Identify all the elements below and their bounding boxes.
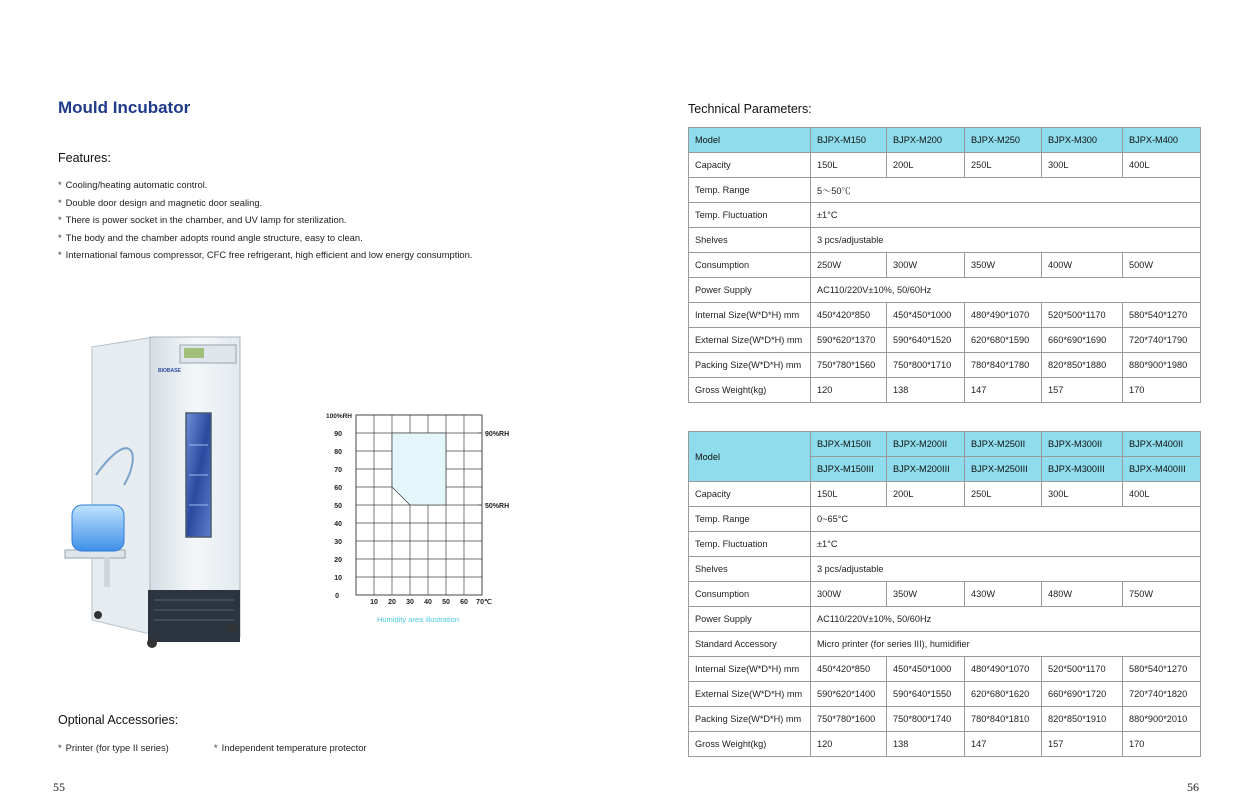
table-cell: ±1°C: [811, 203, 1201, 228]
header-cell: BJPX-M300III: [1042, 457, 1123, 482]
table-cell: 750*800*1740: [887, 707, 965, 732]
table-cell: 300W: [811, 582, 887, 607]
right-label: 90%RH: [485, 431, 510, 438]
bullet-icon: *: [58, 249, 62, 261]
table-cell: AC110/220V±10%, 50/60Hz: [811, 278, 1201, 303]
table-cell: 590*640*1520: [887, 328, 965, 353]
table-cell: 820*850*1880: [1042, 353, 1123, 378]
y-tick: 80: [334, 449, 342, 456]
table-cell: 580*540*1270: [1123, 303, 1201, 328]
table-cell: 450*420*850: [811, 303, 887, 328]
table-row: [689, 228, 1201, 253]
row-label: Temp. Fluctuation: [689, 532, 811, 557]
table-cell: 520*500*1170: [1042, 657, 1123, 682]
table-cell: 138: [887, 378, 965, 403]
table-cell: 590*640*1550: [887, 682, 965, 707]
table-cell: ±1°C: [811, 532, 1201, 557]
y-tick: 70: [334, 467, 342, 474]
table-row: [689, 607, 1201, 632]
incubator-product-image: [62, 335, 242, 655]
y-tick: 0: [335, 593, 339, 600]
spec-table-series-ii-iii: [688, 431, 1201, 757]
table-cell: 250W: [811, 253, 887, 278]
header-cell: BJPX-M250: [965, 128, 1042, 153]
table-cell: 880*900*1980: [1123, 353, 1201, 378]
spec-table-standard: [688, 127, 1201, 403]
table-cell: 350W: [887, 582, 965, 607]
header-cell: BJPX-M150III: [811, 457, 887, 482]
row-label: Power Supply: [689, 607, 811, 632]
bullet-icon: *: [58, 214, 62, 226]
header-cell: BJPX-M150II: [811, 432, 887, 457]
header-cell: BJPX-M250II: [965, 432, 1042, 457]
x-tick: 60: [460, 599, 468, 606]
header-cell: Model: [689, 432, 811, 482]
table-cell: 5～50℃: [811, 178, 1201, 203]
humidity-area-chart: [316, 405, 526, 630]
table-cell: 620*680*1590: [965, 328, 1042, 353]
row-label: Shelves: [689, 228, 811, 253]
feature-item: * International famous compressor, CFC free refrigerant, high efficient and low energy consumption.: [58, 249, 473, 261]
table-row: [689, 657, 1201, 682]
row-label: Packing Size(W*D*H) mm: [689, 707, 811, 732]
table-cell: 147: [965, 378, 1042, 403]
x-tick: 50: [442, 599, 450, 606]
feature-item: * The body and the chamber adopts round angle structure, easy to clean.: [58, 231, 363, 243]
page-title: Mould Incubator: [58, 98, 191, 117]
header-cell: BJPX-M200II: [887, 432, 965, 457]
table-row: [689, 303, 1201, 328]
table-cell: 590*620*1400: [811, 682, 887, 707]
table-cell: 120: [811, 378, 887, 403]
row-label: Consumption: [689, 253, 811, 278]
bullet-icon: *: [58, 179, 62, 190]
table-row: [689, 203, 1201, 228]
y-tick: 50: [334, 503, 342, 510]
table-cell: 250L: [965, 482, 1042, 507]
table-row: [689, 253, 1201, 278]
y-tick: 10: [334, 575, 342, 582]
table-cell: 780*840*1780: [965, 353, 1042, 378]
y-tick: 90: [334, 431, 342, 438]
features-heading: Features:: [58, 151, 111, 165]
table-cell: 480*490*1070: [965, 657, 1042, 682]
table-cell: 3 pcs/adjustable: [811, 228, 1201, 253]
feature-item: * There is power socket in the chamber, and UV lamp for sterilization.: [58, 214, 347, 226]
right-label: 50%RH: [485, 503, 510, 510]
table-cell: 720*740*1790: [1123, 328, 1201, 353]
row-label: Temp. Fluctuation: [689, 203, 811, 228]
header-cell: BJPX-M200: [887, 128, 965, 153]
header-cell: BJPX-M400: [1123, 128, 1201, 153]
brand-label: BIOBASE: [158, 368, 181, 374]
table-row: [689, 278, 1201, 303]
row-label: Standard Accessory: [689, 632, 811, 657]
row-label: Capacity: [689, 153, 811, 178]
row-label: Gross Weight(kg): [689, 378, 811, 403]
table-cell: 820*850*1910: [1042, 707, 1123, 732]
table-row: [689, 582, 1201, 607]
header-cell: BJPX-M400II: [1123, 432, 1201, 457]
header-cell: BJPX-M250III: [965, 457, 1042, 482]
table-row: [689, 482, 1201, 507]
y-tick: 100%RH: [325, 413, 352, 420]
table-cell: 660*690*1720: [1042, 682, 1123, 707]
table-row: [689, 328, 1201, 353]
y-tick: 30: [334, 539, 342, 546]
table-cell: 300L: [1042, 153, 1123, 178]
x-tick: 10: [370, 599, 378, 606]
table-cell: 620*680*1620: [965, 682, 1042, 707]
row-label: Gross Weight(kg): [689, 732, 811, 757]
table-header-row: [689, 432, 1201, 457]
table-cell: AC110/220V±10%, 50/60Hz: [811, 607, 1201, 632]
feature-item: * Cooling/heating automatic control.: [58, 179, 208, 190]
header-cell: BJPX-M400III: [1123, 457, 1201, 482]
table-cell: 300W: [887, 253, 965, 278]
table-cell: 250L: [965, 153, 1042, 178]
table-cell: 170: [1123, 378, 1201, 403]
table-row: [689, 732, 1201, 757]
table-row: [689, 507, 1201, 532]
table-cell: 720*740*1820: [1123, 682, 1201, 707]
table-cell: 120: [811, 732, 887, 757]
row-label: Packing Size(W*D*H) mm: [689, 353, 811, 378]
table-cell: 350W: [965, 253, 1042, 278]
row-label: Power Supply: [689, 278, 811, 303]
table-cell: Micro printer (for series III), humidifier: [811, 632, 1201, 657]
table-cell: 300L: [1042, 482, 1123, 507]
table-row: [689, 707, 1201, 732]
table-cell: 157: [1042, 378, 1123, 403]
tech-params-heading: Technical Parameters:: [688, 102, 812, 116]
table-row: [689, 532, 1201, 557]
table-cell: 780*840*1810: [965, 707, 1042, 732]
table-cell: 147: [965, 732, 1042, 757]
table-cell: 0~65°C: [811, 507, 1201, 532]
x-tick: 20: [388, 599, 396, 606]
table-cell: 880*900*2010: [1123, 707, 1201, 732]
humidity-area: [392, 433, 446, 505]
table-cell: 170: [1123, 732, 1201, 757]
x-tick: 40: [424, 599, 432, 606]
features-list: [58, 179, 472, 267]
table-row: [689, 378, 1201, 403]
bullet-icon: *: [58, 231, 62, 243]
header-cell: BJPX-M300II: [1042, 432, 1123, 457]
bullet-icon: *: [58, 196, 62, 208]
y-tick: 20: [334, 557, 342, 564]
chart-caption: Humidity area illustration: [376, 615, 460, 624]
page-number-left: 55: [53, 780, 65, 794]
table-cell: 520*500*1170: [1042, 303, 1123, 328]
table-row: [689, 353, 1201, 378]
table-cell: 660*690*1690: [1042, 328, 1123, 353]
table-cell: 430W: [965, 582, 1042, 607]
table-cell: 750*780*1600: [811, 707, 887, 732]
bullet-icon: *: [58, 742, 62, 753]
table-cell: 150L: [811, 153, 887, 178]
header-cell: BJPX-M300: [1042, 128, 1123, 153]
table-cell: 400L: [1123, 482, 1201, 507]
table-cell: 450*420*850: [811, 657, 887, 682]
table-row: [689, 632, 1201, 657]
x-tick: 30: [406, 599, 414, 606]
table-cell: 400W: [1042, 253, 1123, 278]
table-row: [689, 682, 1201, 707]
x-tick: 70℃: [476, 599, 492, 606]
header-cell: BJPX-M150: [811, 128, 887, 153]
header-cell: Model: [689, 128, 811, 153]
table-cell: 200L: [887, 482, 965, 507]
bullet-icon: *: [214, 742, 218, 753]
table-cell: 450*450*1000: [887, 657, 965, 682]
header-cell: BJPX-M200III: [887, 457, 965, 482]
y-tick: 40: [334, 521, 342, 528]
row-label: Temp. Range: [689, 178, 811, 203]
row-label: Internal Size(W*D*H) mm: [689, 657, 811, 682]
row-label: Capacity: [689, 482, 811, 507]
table-cell: 157: [1042, 732, 1123, 757]
table-cell: 750*800*1710: [887, 353, 965, 378]
table-cell: 580*540*1270: [1123, 657, 1201, 682]
table-cell: 400L: [1123, 153, 1201, 178]
table-row: [689, 557, 1201, 582]
row-label: Internal Size(W*D*H) mm: [689, 303, 811, 328]
table-cell: 150L: [811, 482, 887, 507]
table-cell: 3 pcs/adjustable: [811, 557, 1201, 582]
accessory-item: * Independent temperature protector: [214, 742, 367, 753]
accessory-item: * Printer (for type II series): [58, 742, 169, 753]
table-cell: 450*450*1000: [887, 303, 965, 328]
table-cell: 200L: [887, 153, 965, 178]
page-number-right: 56: [1187, 780, 1199, 794]
row-label: External Size(W*D*H) mm: [689, 328, 811, 353]
row-label: Consumption: [689, 582, 811, 607]
table-cell: 480W: [1042, 582, 1123, 607]
table-cell: 480*490*1070: [965, 303, 1042, 328]
table-cell: 138: [887, 732, 965, 757]
accessories-heading: Optional Accessories:: [58, 713, 179, 727]
row-label: Shelves: [689, 557, 811, 582]
table-row: [689, 178, 1201, 203]
y-tick: 60: [334, 485, 342, 492]
row-label: External Size(W*D*H) mm: [689, 682, 811, 707]
table-header-row: [689, 128, 1201, 153]
table-row: [689, 153, 1201, 178]
table-cell: 750W: [1123, 582, 1201, 607]
table-cell: 750*780*1560: [811, 353, 887, 378]
feature-item: * Double door design and magnetic door sealing.: [58, 196, 263, 208]
table-cell: 590*620*1370: [811, 328, 887, 353]
table-cell: 500W: [1123, 253, 1201, 278]
row-label: Temp. Range: [689, 507, 811, 532]
